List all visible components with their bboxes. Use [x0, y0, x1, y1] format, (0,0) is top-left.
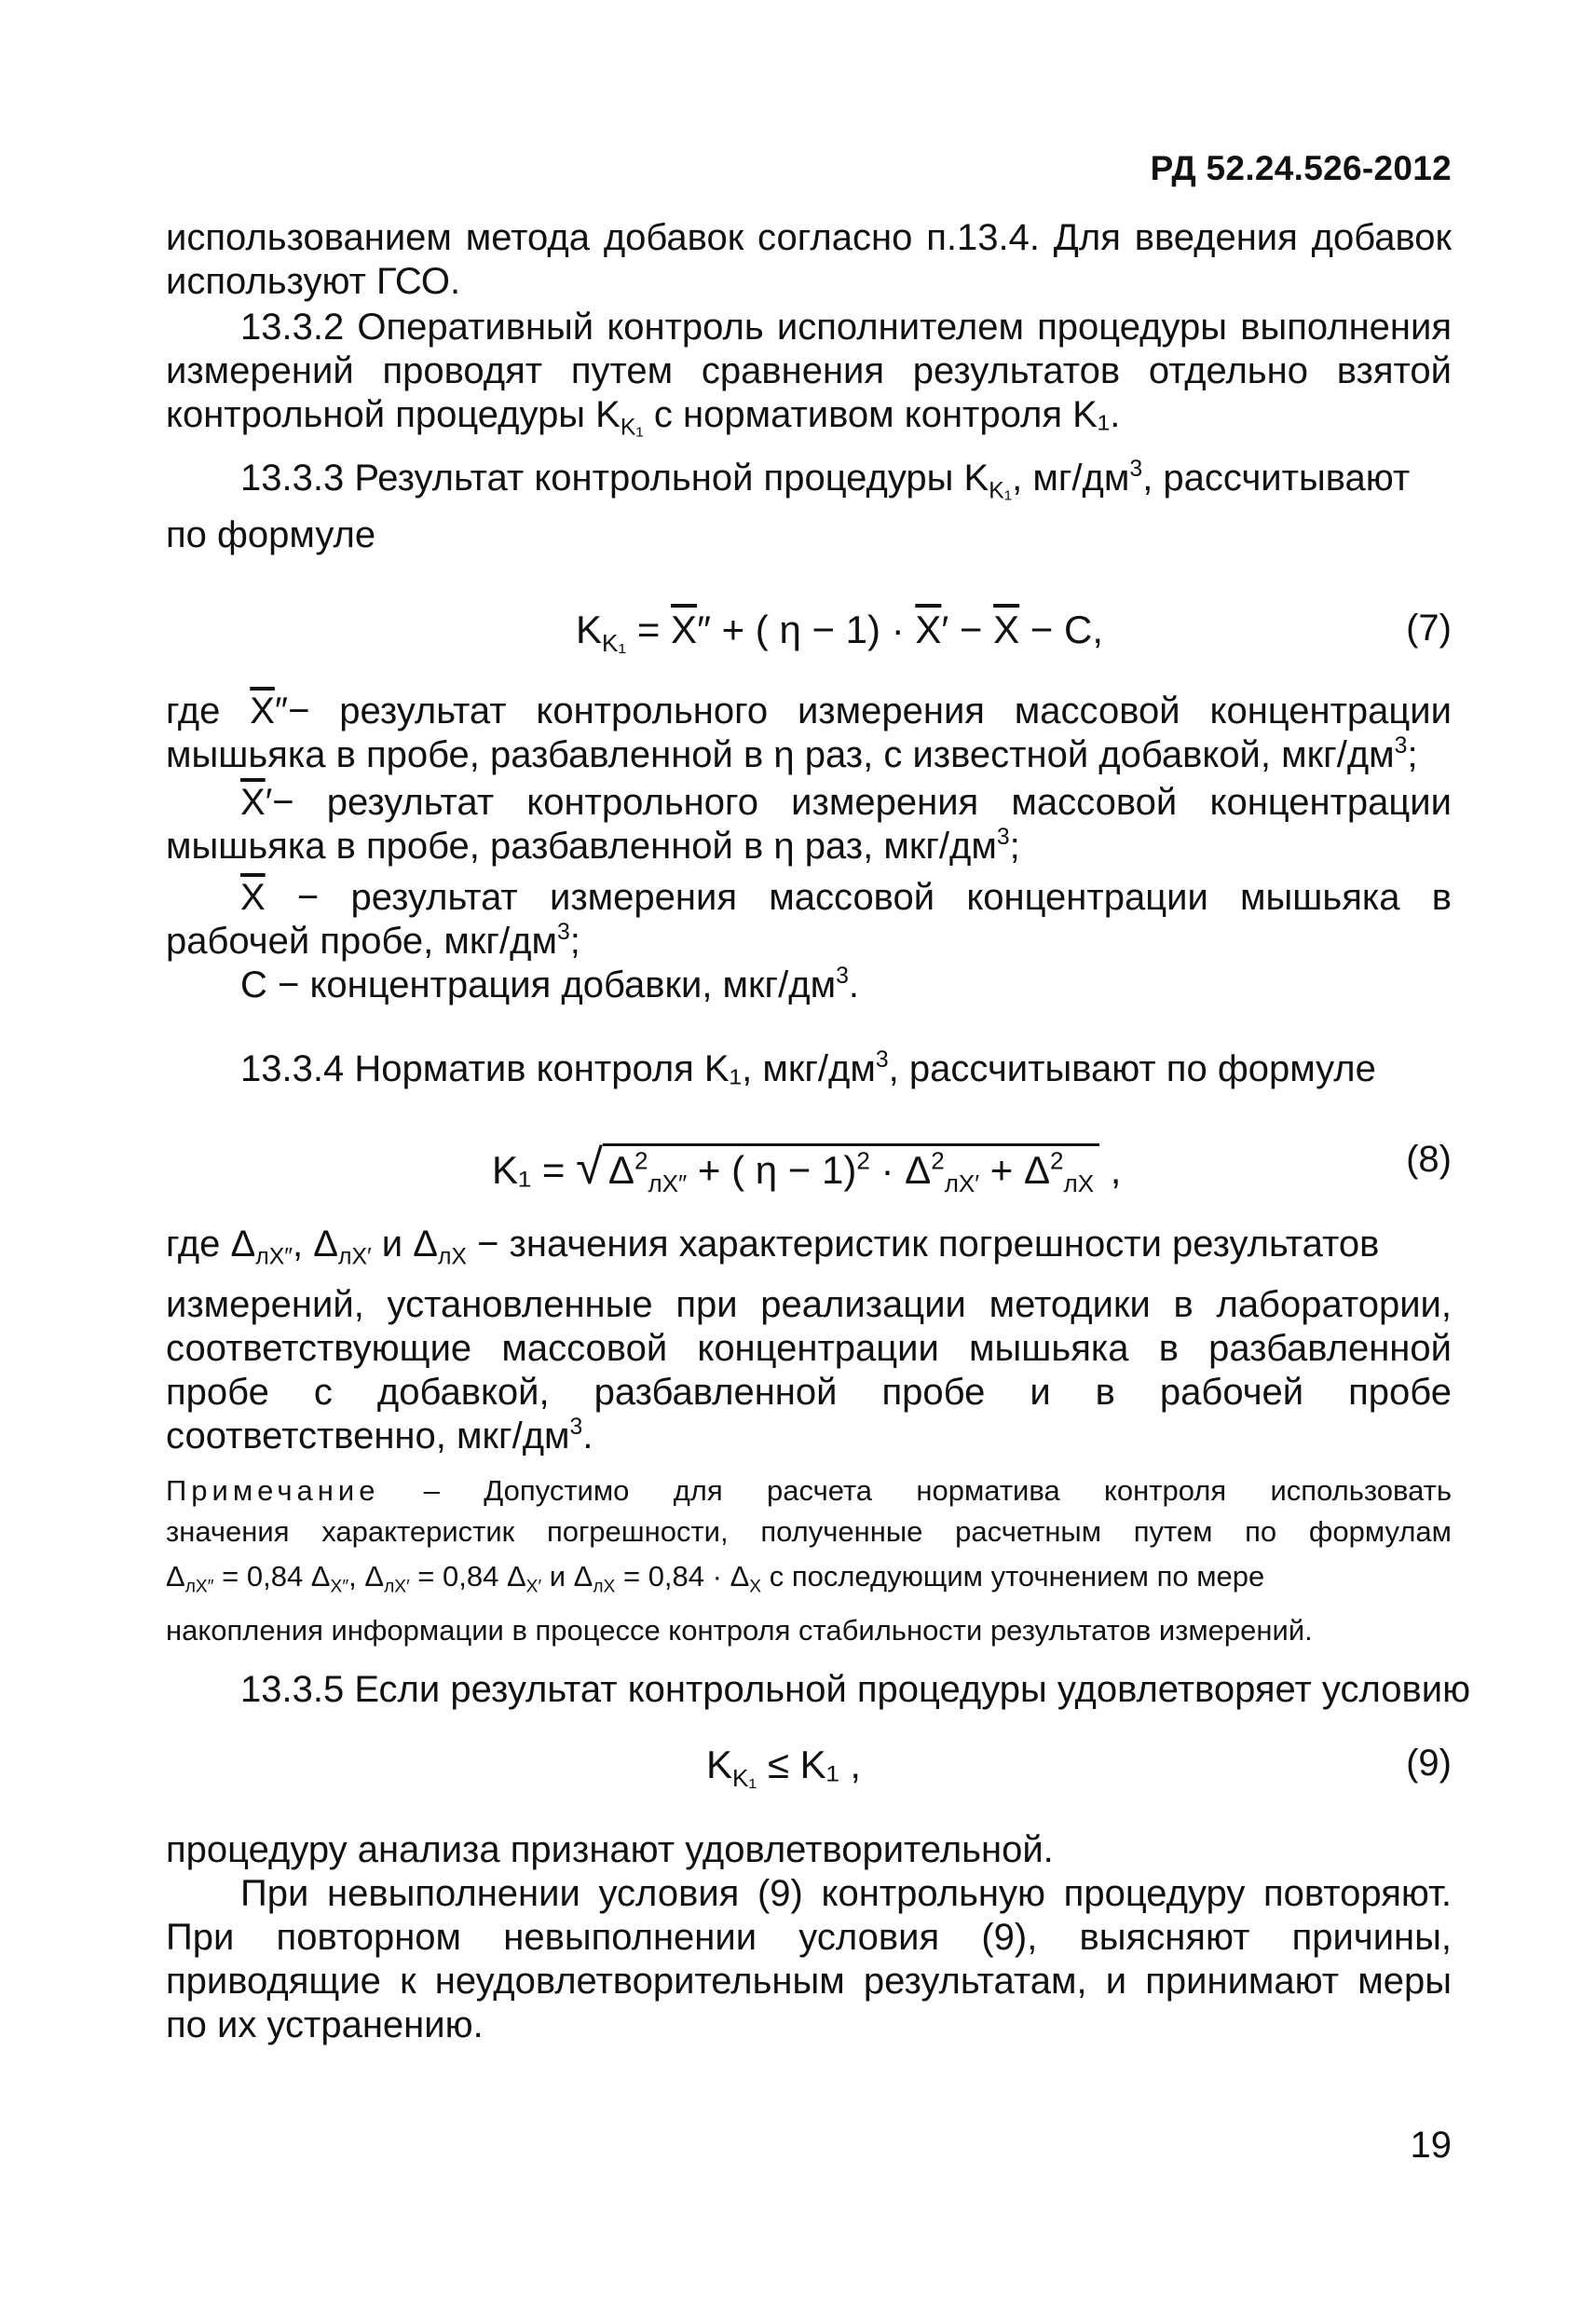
text-line — [166, 1047, 1452, 1091]
superscript: 3 — [556, 920, 570, 946]
text-fragment: 13.3.3 Результат контрольной процедуры K — [240, 458, 989, 499]
text-fragment: , мг/дм — [1012, 458, 1130, 499]
text-line — [166, 781, 1452, 825]
superscript: 3 — [1129, 457, 1143, 483]
symbol: $\overline{X}$ — [915, 608, 942, 651]
text-fragment: мышьяка в пробе, разбавленной в η раз, мкг/дм — [166, 826, 997, 867]
symbol: $\overline{X}$ — [250, 691, 275, 732]
text-line: пробе с добавкой, разбавленной пробе и в рабочей пробе — [166, 1372, 1452, 1413]
superscript: 3 — [996, 825, 1010, 851]
text-line: При невыполнении условия (9) контрольную процедуру повторяют. — [240, 1873, 1452, 1914]
text-fragment: ″− результат контрольного измерения массовой концентрации — [274, 691, 1452, 732]
paragraph-13-3-5 — [166, 1668, 1471, 1712]
symbol: K₁ — [492, 1148, 532, 1192]
text-fragment: контрольной процедуры K — [166, 394, 621, 435]
formula-9-expression: $K_{K_1} \le K_1$ , — [706, 1743, 862, 1793]
text-line: приводящие к неудовлетворительным результатам, и принимают меры — [166, 1961, 1452, 2002]
sqrt-body: $\Delta^2_{лX''}$ + ( $\eta - 1)^2 \cdot \Delta^2_{лX'} + \Delta^2_{лX}$ — [603, 1143, 1099, 1192]
text-fragment: где — [166, 691, 251, 732]
text-line — [166, 393, 1452, 441]
text-line: используют ГСО. — [166, 261, 461, 302]
text-fragment: – Допустимо для расчета норматива контроля использовать — [379, 1474, 1452, 1507]
text-fragment: где Δ — [166, 1224, 256, 1265]
text-fragment: , рассчитывают по формуле — [888, 1048, 1376, 1089]
text-line: по формуле — [166, 514, 376, 555]
equation-number-8: (8) — [1406, 1139, 1452, 1180]
paragraph-13-3-4 — [166, 1047, 1452, 1091]
text-line — [166, 1470, 1452, 1511]
superscript: 3 — [569, 1415, 583, 1441]
superscript: 3 — [875, 1047, 889, 1073]
symbol: η — [755, 1148, 778, 1192]
subscript: K₁ — [602, 629, 627, 658]
text-line: накопления информации в процессе контроля стабильности результатов измерений. — [166, 1614, 1313, 1647]
subscript: K₁ — [620, 415, 644, 441]
text-line: рабочей пробе, мкг/$дм^3$; — [166, 920, 580, 962]
paragraph-13-3-3 — [166, 457, 1452, 557]
text-line: C − концентрация добавки, мкг/$дм^3$. — [240, 964, 860, 1005]
note-formulas-line: $\Delta_{лX''} = 0,84$ $\Delta_{X''}$, $\Delta_{лX'} = 0,84$ $\Delta_{X'}$ и $\Delta_{лX} = 0,84 \cdot \Delta_X$ с последующим уточнением по мере — [166, 1560, 1265, 1597]
text-line — [166, 690, 1452, 733]
note-block — [166, 1470, 1452, 1651]
text-line: 13.3.5 Если результат контрольной процедуры удовлетворяет условию — [240, 1669, 1471, 1710]
text-line: где $\Delta_{лX''}$, $\Delta_{лX'}$ и $\Delta_{лX}$ − значения характеристик погрешности результатов — [166, 1224, 1380, 1270]
text-line: процедуру анализа признают удовлетворительной. — [166, 1829, 1054, 1870]
document-code-header: РД 52.24.526-2012 — [1150, 149, 1452, 187]
paragraph-closing — [166, 1828, 1452, 2047]
superscript: 3 — [1394, 733, 1408, 759]
subscript: K₁ — [989, 478, 1013, 504]
text-line: по их устранению. — [166, 2004, 484, 2045]
formula-7 — [166, 608, 1452, 663]
symbol: $\overline{X}$ — [240, 877, 266, 918]
text-line: измерений, установленные при реализации методики в лаборатории, — [166, 1284, 1452, 1325]
symbol: $\overline{X}$ — [993, 608, 1020, 651]
definitions-formula-8 — [166, 1223, 1452, 1458]
equation-number-9: (9) — [1406, 1743, 1452, 1784]
text-line: 13.3.2 Оперативный контроль исполнителем процедуры выполнения — [240, 307, 1452, 348]
text-line: мышьяка в пробе, разбавленной в η раз, мкг/$дм^3$; — [166, 825, 1020, 867]
symbol: C — [1064, 608, 1093, 651]
text-fragment: соответственно, мкг/дм — [166, 1415, 570, 1456]
text-fragment: ′− результат контрольного измерения массовой концентрации — [265, 782, 1452, 823]
sqrt-icon: √ — [576, 1140, 603, 1195]
formula-9 — [166, 1743, 1452, 1798]
text-line: мышьяка в пробе, разбавленной в η раз, с известной добавкой, мкг/$дм^3$; — [166, 733, 1418, 775]
equation-number-7: (7) — [1406, 608, 1452, 649]
text-line: соответствующие массовой концентрации мышьяка в разбавленной — [166, 1328, 1452, 1369]
text-line: использованием метода добавок согласно п.13.4. Для введения добавок — [166, 217, 1452, 258]
text-fragment: , рассчитывают — [1142, 458, 1411, 499]
text-fragment: с последующим уточнением по мере — [761, 1560, 1265, 1593]
text-fragment: − результат измерения массовой концентрации мышьяка в — [265, 877, 1452, 918]
paragraph-intro — [166, 216, 1452, 304]
text-fragment: с нормативом контроля K₁. — [643, 394, 1121, 435]
text-line — [166, 876, 1452, 920]
formula-7-expression: $K_{K_1} = \overline{X}''$ + ( $\eta - 1) \cdot \overline{X}' - \overline{X} - C$, — [576, 608, 1104, 658]
symbol: K — [706, 1743, 733, 1786]
page-number: 19 — [1410, 2125, 1452, 2166]
text-line: соответственно, мкг/$дм^3$. — [166, 1415, 593, 1456]
text-fragment: − значения характеристик погрешности результатов — [466, 1224, 1380, 1265]
paragraph-13-3-2 — [166, 306, 1452, 441]
formula-8 — [166, 1139, 1452, 1204]
text-fragment: 13.3.4 Норматив контроля K₁, мкг/дм — [240, 1048, 876, 1089]
subscript: K₁ — [732, 1764, 757, 1793]
symbol: K₁ — [799, 1743, 839, 1786]
formula-8-expression: K₁ = √ $\Delta^2_{лX''}$ + ( $\eta - 1)^2 \cdot \Delta^2_{лX'} + \Delta^2_{лX}$ , — [492, 1140, 1122, 1198]
superscript: 3 — [836, 964, 849, 990]
symbol: $\overline{X}$ — [671, 608, 698, 651]
symbol: η — [779, 608, 801, 651]
symbol: $\overline{X}$ — [240, 782, 266, 823]
text-line: значения характеристик погрешности, полученные расчетным путем по формулам — [166, 1515, 1452, 1548]
note-label: Примечание — [166, 1474, 380, 1507]
text-fragment: рабочей пробе, мкг/дм — [166, 921, 557, 962]
text-fragment: C − концентрация добавки, мкг/дм — [240, 964, 837, 1005]
text-fragment: мышьяка в пробе, разбавленной в η раз, с известной добавкой, мкг/дм — [166, 734, 1395, 775]
text-line — [166, 457, 1452, 504]
text-line: При повторном невыполнении условия (9), выясняют причины, — [166, 1917, 1452, 1958]
symbol: K — [576, 608, 603, 651]
definitions-formula-7 — [166, 690, 1452, 1007]
text-line: измерений проводят путем сравнения результатов отдельно взятой — [166, 350, 1452, 391]
